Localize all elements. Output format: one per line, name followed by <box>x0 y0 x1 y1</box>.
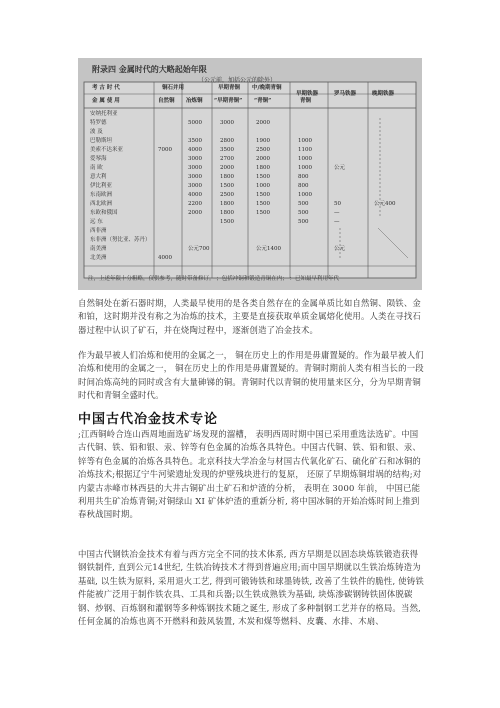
header-smelted-copper: 冶炼铜 <box>186 98 203 104</box>
header-metal-label: 金 属 使 用 <box>92 98 120 104</box>
table-subtitle: （公元前，加括公元的除外） <box>198 77 277 84</box>
table-cell: 2200 <box>188 201 202 207</box>
table-cell: 800 <box>298 183 309 189</box>
table-cell: 3000 <box>188 156 202 162</box>
table-cell: 50 <box>334 201 341 207</box>
table-cell: 2000 <box>188 210 202 216</box>
header-native-copper: 自然铜 <box>158 98 175 104</box>
table-cell: 500 <box>298 201 309 207</box>
table-row-region: 南 欧 <box>90 165 103 171</box>
table-cell: 1000 <box>298 192 312 198</box>
table-cell: 4000 <box>188 147 202 153</box>
table-cell: 3000 <box>188 183 202 189</box>
header-bronze-sub: “青铜” <box>254 98 272 104</box>
table-cell: 3000 <box>188 174 202 180</box>
table-cell: 公元 <box>334 165 346 171</box>
table-cell: 1800 <box>220 210 234 216</box>
table-row-region: 意大利 <box>90 174 107 180</box>
table-row-region: 美索不达米亚 <box>90 147 124 153</box>
table-cell: 3500 <box>188 138 202 144</box>
table-cell: 1500 <box>256 201 270 207</box>
table-title: 附录四 金属时代的大略起始年限 <box>92 64 207 74</box>
header-roman-iron: 罗马铁器 <box>334 91 357 97</box>
paragraph-native-copper: 自然铜处在新石器时期，人类最早使用的是各类自然存在的金属单质比如自然铜、陨铁、金和铂，这时期并没有称之为冶炼的技术，主要是直接获取单质金属熔化使用。人类在寻找石器过程中认识了矿石，并在烧陶过程中，逐渐创造了冶金技术。 <box>78 298 421 335</box>
table-cell: 1500 <box>256 174 270 180</box>
table-row-region: 远 东 <box>90 219 103 225</box>
table-cell: 1800 <box>220 201 234 207</box>
table-cell: 1500 <box>220 219 234 225</box>
table-cell: 2500 <box>220 192 234 198</box>
table-cell: 800 <box>298 174 309 180</box>
table-cell: 7000 <box>158 147 172 153</box>
table-cell: — <box>334 219 340 225</box>
table-cell: 1500 <box>256 192 270 198</box>
table-footnote: 注，上述年限十分粗略，仅供参考，随时带备修订。 ；包括冲铜和锻造青铜在内； ：已知最早利用年代 <box>88 276 340 282</box>
table-cell: 公元700 <box>188 246 210 252</box>
table-row-region: 巴勒斯坦 <box>90 138 113 144</box>
table-row-region: 北美洲 <box>90 255 107 261</box>
table-cell: 1000 <box>256 183 270 189</box>
table-cell: 1000 <box>298 156 312 162</box>
table-cell: — <box>334 210 340 216</box>
header-early-iron: 早期铁器 <box>296 91 319 97</box>
header-mid-late-bronze: 中/晚期青铜 <box>252 85 282 91</box>
table-cell: 2700 <box>220 156 234 162</box>
header-early-bronze: 早期青铜 <box>218 85 241 91</box>
table-cell: 公元400 <box>374 201 396 207</box>
table-cell: 4000 <box>158 255 172 261</box>
table-row-region: 西北欧洲 <box>90 201 113 207</box>
paragraph-copper-history: 作为最早被人们冶炼和使用的金属之一， 铜在历史上的作用是毋庸置疑的。作为最早被人们冶炼和使用的金属之一， 铜在历史上的作用是毋庸置疑的。青铜时期前人类有相当长的一段时间冶炼高纯的同时或含有大量砷锑的铜。青铜时代以青铜的使用量来区分，分为早期青铜时代和青铜全盛时代。 <box>78 350 424 401</box>
table-cell: 1800 <box>220 174 234 180</box>
table-cell: 1100 <box>298 147 312 153</box>
table-grid <box>78 58 422 290</box>
table-cell: 2000 <box>256 120 270 126</box>
table-cell: 2500 <box>256 147 270 153</box>
table-cell: 4000 <box>188 192 202 198</box>
table-row-region: 伊比利亚 <box>90 183 113 189</box>
table-cell: 1800 <box>256 165 270 171</box>
table-cell: 1000 <box>298 138 312 144</box>
table-cell: 2000 <box>220 165 234 171</box>
table-cell: 2000 <box>256 156 270 162</box>
table-cell: 3000 <box>220 120 234 126</box>
table-cell: 1900 <box>256 138 270 144</box>
table-cell: 3000 <box>188 165 202 171</box>
header-copper-stone: 铜石并用 <box>162 85 185 91</box>
table-cell: 公元 <box>334 246 346 252</box>
table-cell: 2800 <box>220 138 234 144</box>
header-early-bronze-sub: “早期青铜” <box>214 98 243 104</box>
paragraph-nonferrous: ;江西铜岭合连山西周地面选矿场发现的溜槽， 表明西周时期中国已采用重选法选矿。中国古代铜、铁、铅和银、汞、锌等有色金属的冶炼各具特色。中国古代铜、铁、铅和银、汞、锌等有色金属的冶炼各具特色。北京科技大学冶金与材国古代氧化矿石、硫化矿石和冰铜的冶炼技术;根据辽宁牛河梁遗址发现的炉壁残块进行的复原， 还原了早期炼铜坩埚的结构;对内蒙古赤峰市林西县的大井古铜矿出土矿石和炉渣的分析， 表明在 3000 年前， 中国已能利用共生矿冶炼青铜;对铜绿山 XI 矿体炉渣的重新分析, 将中国冰铜的开始冶炼时间上推到春秋战国时期。 <box>78 429 422 520</box>
table-row-region: 安纳托利亚 <box>90 111 118 117</box>
section-heading: 中国古代冶金技术专论 <box>78 412 219 427</box>
table-row-region: 西非洲 <box>90 228 107 234</box>
table-cell: 公元1400 <box>256 246 281 252</box>
table-row-region: 爱琴海 <box>90 156 107 162</box>
table-row-region: 东非洲（努比亚、苏丹） <box>90 237 151 243</box>
table-row-region: 波 及 <box>90 129 103 135</box>
header-region: 考 古 时 代 <box>92 85 120 91</box>
table-cell: 1000 <box>298 165 312 171</box>
table-cell: 5000 <box>188 120 202 126</box>
table-row-region: 东南欧洲 <box>90 192 113 198</box>
table-photo <box>78 58 422 290</box>
table-cell: 1500 <box>256 210 270 216</box>
paragraph-steel: 中国古代钢铁冶金技术有着与西方完全不同的技术体系, 西方早期是以固态块炼铁锻造获得钢铁制件, 直到公元14世纪, 生铁冶铸技术才得到普遍应用;而中国早期就以生铁冶炼铸造为基础, 以生铁为原料, 采用退火工艺, 得到可锻铸铁和球墨铸铁, 改善了生铁件的脆性, 使铸铁件能被广泛用于制作铁农具、工具和兵器;以生铁成熟铁为基础, 块炼渗碳钢铸铁固体脱碳钢、炒钢、百炼钢和灌钢等多种炼钢技术随之诞生, 形成了多种制钢工艺并存的格局。当然, 任何金属的冶炼也离不开燃料和鼓风装置, 木炭和煤等燃料、皮囊、水排、木扇、 <box>78 549 424 627</box>
header-late-iron: 晚期铁器 <box>372 91 395 97</box>
table-row-region: 特罗德 <box>90 120 107 126</box>
table-cell: 1500 <box>220 183 234 189</box>
table-cell: 500 <box>298 219 309 225</box>
table-row-region: 东欧和俄国 <box>90 210 118 216</box>
table-cell: 500 <box>298 210 309 216</box>
header-bronze-sub2: 青铜 <box>300 98 312 104</box>
table-row-region: 南美洲 <box>90 246 107 252</box>
table-cell: 3500 <box>220 147 234 153</box>
